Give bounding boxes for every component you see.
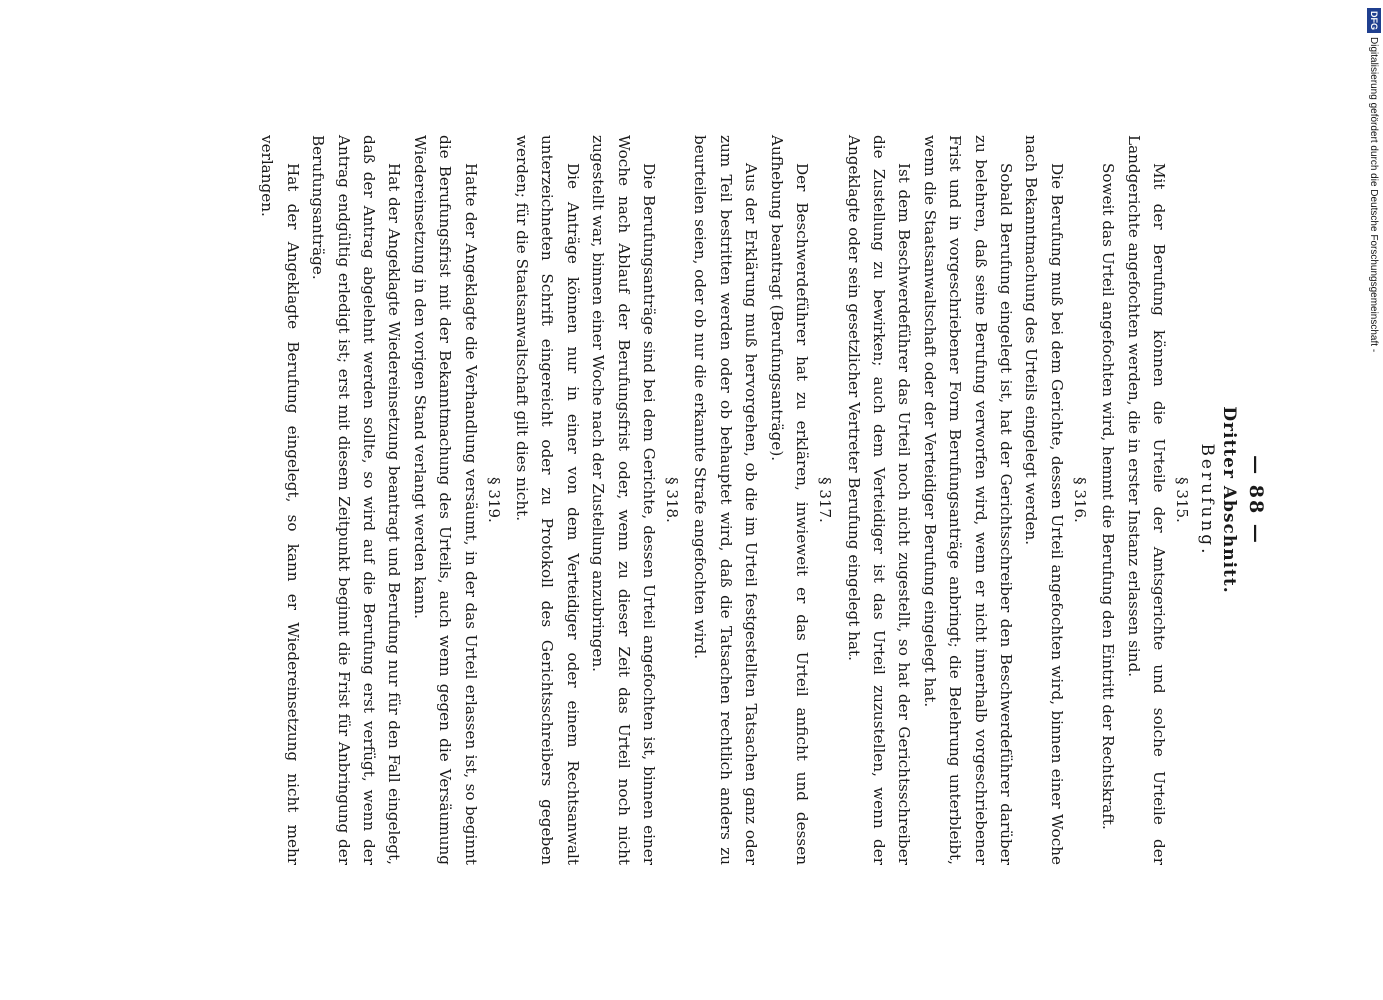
paragraph-317 [687,135,834,865]
paragraph-text: Die Anträge können nur in einer von dem Verteidiger oder einem Rechtsanwalt unterzeichneten Schrift eingereicht oder zu Protokoll des Gerichtsschreibers gegeben werden; für die Staatsanwaltschaft gilt dies nicht. [513,135,582,865]
paragraph-text: Sobald Berufung eingelegt ist, hat der Gerichtsschreiber den Beschwerdeführer darüber zu belehren, daß seine Berufung verworfen wird, wenn er nicht innerhalb vorgeschriebener Frist und in vorgeschriebener Form Berufungsanträge anbringt; die Belehrung unterbleibt, wenn die Staatsanwaltschaft oder der Verteidiger Berufung eingelegt hat. [920,135,1015,865]
paragraph-text: Hat der Angeklagte Wiedereinsetzung beantragt und Berufung nur für den Fall eingelegt, daß der Antrag abgelehnt werden sollte, so wird auf die Berufung erst verfügt, wenn der Antrag endgültig erledigt ist; erst mit diesem Zeitpunkt beginnt die Frist für Anbringung der Berufungsanträge. [309,135,404,865]
paragraph-text: Der Beschwerdeführer hat zu erklären, inwieweit er das Urteil anficht und dessen Aufhebung beantragt (Berufungsanträge). [767,135,812,865]
paragraph-heading: § 316. [1070,477,1089,523]
paragraph-318 [509,135,681,865]
page-number: — 88 — [1245,455,1267,545]
paragraph-text: Die Berufung muß bei dem Gerichte, dessen Urteil angefochten wird, binnen einer Woche nach Bekanntmachung des Urteils eingelegt werden. [1022,135,1066,865]
funding-note-text: Digitalisierung gefördert durch die Deutsche Forschungsgemeinschaft - [1368,37,1380,353]
paragraph-text: Hatte der Angeklagte die Verhandlung versäumt, in der das Urteil erlassen ist, so beginnt die Berufungsfrist mit der Bekanntmachung des Urteils, auch wenn gegen die Versäumung Wiedereinsetzung in den vorigen Stand verlangt werden kann. [410,135,480,865]
rotated-text-block [147,135,1267,865]
paragraph-heading: § 319. [484,477,503,523]
paragraph-319 [254,135,503,865]
paragraph-text: Soweit das Urteil angefochten wird, hemmt die Berufung den Eintritt der Rechtskraft. [1099,163,1118,830]
paragraph-heading: § 315. [1173,477,1191,523]
paragraph-text: Die Berufungsanträge sind bei dem Gerichte, dessen Urteil angefochten ist, binnen einer Woche nach Ablauf der Berufungsfrist oder, wenn zu dieser Zeit das Urteil noch nicht zugestellt war, binnen einer Woche nach der Zustellung anzubringen. [589,135,659,865]
paragraph-316 [840,135,1089,865]
paragraph-heading: § 318. [663,477,682,523]
dfg-logo: DFG [1367,8,1381,33]
section-title: Dritter Abschnitt. [1219,406,1239,594]
paragraph-315 [1095,135,1191,865]
paragraph-text: Aus der Erklärung muß hervorgehen, ob die im Urteil festgestellten Tatsachen ganz oder zum Teil bestritten werden oder ob behauptet wird, daß die Tatsachen rechtlich anders zu beurteilen seien, oder ob nur die erkannte Strafe angefochten wird. [691,135,761,865]
section-subtitle: Berufung. [1197,443,1217,557]
funding-note [1366,8,1382,392]
paragraph-text: Hat der Angeklagte Berufung eingelegt, so kann er Wiedereinsetzung nicht mehr verlangen. [258,135,302,865]
paragraph-text: Mit der Berufung können die Urteile der Amtsgerichte und solche Urteile der Landgerichte angefochten werden, die in erster Instanz erlassen sind. [1124,135,1168,865]
paragraph-heading: § 317. [816,477,835,523]
paragraph-text: Ist dem Beschwerdeführer das Urteil noch nicht zugestellt, so hat der Gerichtsschreiber die Zustellung zu bewirken; auch dem Verteidiger ist das Urteil zuzustellen, wenn der Angeklagte oder sein gesetzlicher Vertreter Berufung eingelegt hat. [844,135,914,865]
